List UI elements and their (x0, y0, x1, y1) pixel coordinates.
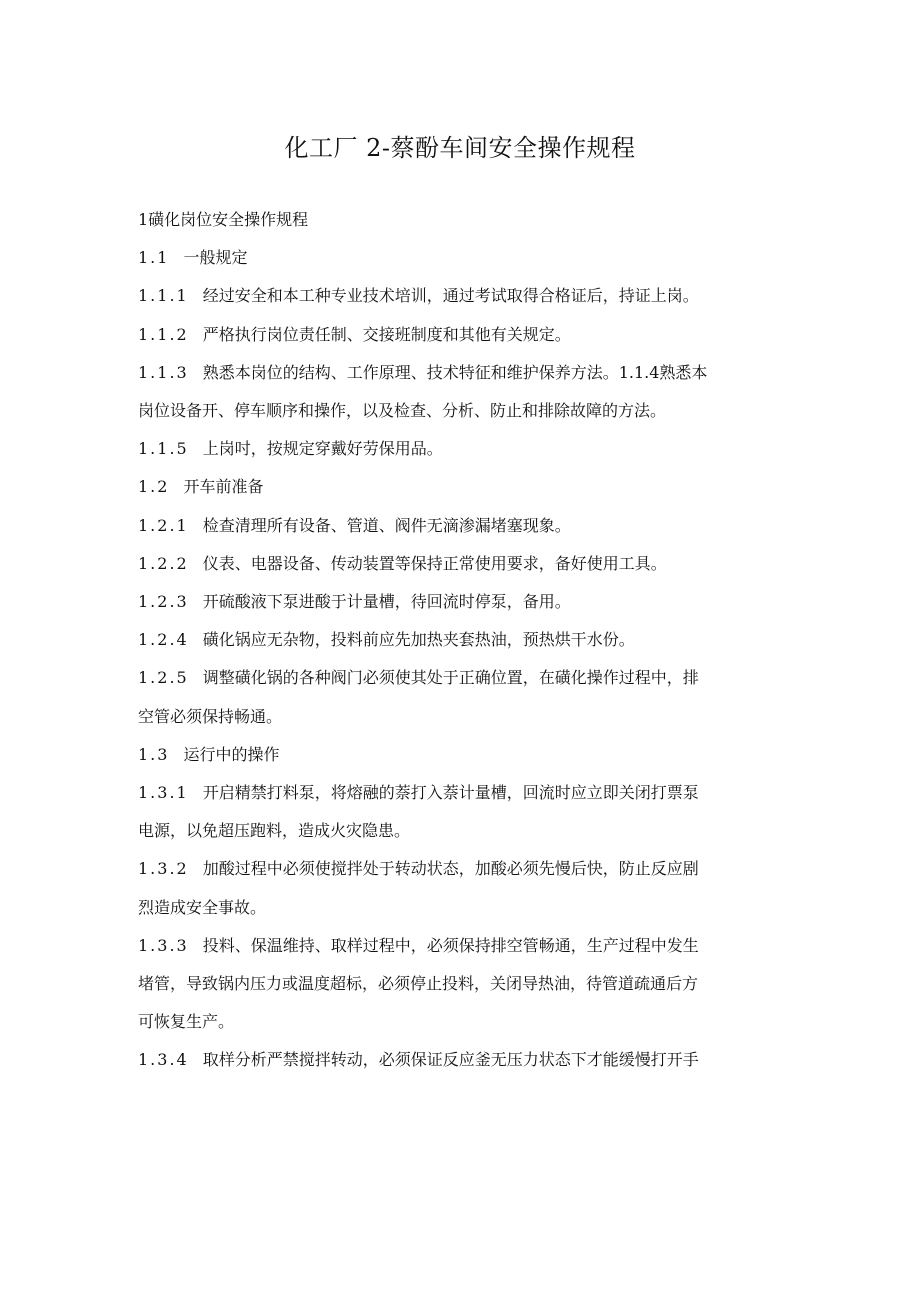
document-body (138, 201, 788, 1080)
line-text: 开车前准备 (183, 477, 264, 497)
line-text: 电源，以免超压跑料，造成火灾隐患。 (138, 821, 411, 841)
paragraph-line (138, 354, 788, 392)
line-text: 一般规定 (183, 248, 248, 268)
paragraph-line (138, 468, 788, 506)
paragraph-line (138, 621, 788, 659)
line-text: 可恢复生产。 (138, 1012, 235, 1032)
paragraph-line (138, 507, 788, 545)
clause-number: 1.2.3 (138, 592, 189, 612)
document-title: 化工厂 2-蔡酚车间安全操作规程 (284, 134, 636, 162)
line-text: 上岗吋，按规定穿戴好劳保用品。 (202, 439, 443, 459)
paragraph-line (138, 545, 788, 583)
clause-number: 1.1.5 (138, 439, 189, 459)
paragraph-line (138, 889, 788, 927)
clause-number: 1.3.4 (138, 1050, 189, 1070)
line-text: 严格执行岗位责任制、交接班制度和其他有关规定。 (202, 324, 571, 344)
paragraph-line (138, 850, 788, 888)
line-text: 磺化锅应无杂物，投料前应先加热夹套热油，预热烘干水份。 (202, 630, 635, 650)
paragraph-line (138, 583, 788, 621)
clause-number: 1.1 (138, 248, 170, 268)
paragraph-line (138, 1041, 788, 1079)
clause-number: 1.2 (138, 477, 170, 497)
line-text: 投料、保温维持、取样过程中，必须保持排空管畅通，生产过程中发生 (202, 935, 699, 955)
line-text: 经过安全和本工种专业技术培训，通过考试取得合格证后，持证上岗。 (202, 286, 699, 306)
line-text: 堵管，导致锅内压力或温度超标，必须停止投料，关闭导热油，待管道疏通后方 (138, 974, 699, 994)
line-text: 1磺化岗位安全操作规程 (138, 210, 309, 229)
line-text: 熟悉本岗位的结构、工作原理、技术特征和维护保养方法。1.1.4熟悉本 (202, 362, 708, 382)
paragraph-line (138, 965, 788, 1003)
clause-number: 1.2.5 (138, 668, 189, 688)
paragraph-line (138, 812, 788, 850)
paragraph-line (138, 277, 788, 315)
clause-number: 1.1.2 (138, 324, 189, 344)
paragraph-line (138, 698, 788, 736)
clause-number: 1.3.2 (138, 859, 189, 879)
clause-number: 1.3.3 (138, 935, 189, 955)
line-text: 检查清理所有设备、管道、阀件无滴渗漏堵塞现象。 (202, 515, 571, 535)
line-text: 调整磺化锅的各种阀门必须使其处于正确位置，在磺化操作过程中，排 (202, 668, 699, 688)
line-text: 开硫酸液下泵进酸于计量槽，待回流时停泵，备用。 (202, 592, 571, 612)
clause-number: 1.3.1 (138, 783, 189, 803)
clause-number: 1.1.3 (138, 362, 189, 382)
clause-number: 1.2.2 (138, 553, 189, 573)
paragraph-line (138, 430, 788, 468)
paragraph-line (138, 239, 788, 277)
clause-number: 1.3 (138, 744, 170, 764)
clause-number: 1.2.1 (138, 515, 189, 535)
paragraph-line (138, 1003, 788, 1041)
paragraph-line (138, 316, 788, 354)
clause-number: 1.2.4 (138, 630, 189, 650)
paragraph-line (138, 927, 788, 965)
paragraph-line (138, 201, 788, 239)
paragraph-line (138, 774, 788, 812)
line-text: 烈造成安全事故。 (138, 897, 267, 917)
line-text: 运行中的操作 (183, 744, 280, 764)
clause-number: 1.1.1 (138, 286, 189, 306)
line-text: 空管必须保持畅通。 (138, 706, 283, 726)
line-text: 取样分析严禁搅拌转动，必须保证反应釜无压力状态下才能缓慢打开手 (202, 1050, 699, 1070)
line-text: 岗位设备开、停车顺序和操作，以及检查、分析、防止和排除故障的方法。 (138, 401, 667, 421)
paragraph-line (138, 392, 788, 430)
paragraph-line (138, 659, 788, 697)
line-text: 仪表、电器设备、传动装置等保持正常使用要求，备好使用工具。 (202, 553, 667, 573)
line-text: 加酸过程中必须使搅拌处于转动状态，加酸必须先慢后快，防止反应剧 (202, 859, 699, 879)
paragraph-line (138, 736, 788, 774)
line-text: 开启精禁打料泵，将熔融的萘打入萘计量槽，回流时应立即关闭打票泵 (202, 783, 699, 803)
